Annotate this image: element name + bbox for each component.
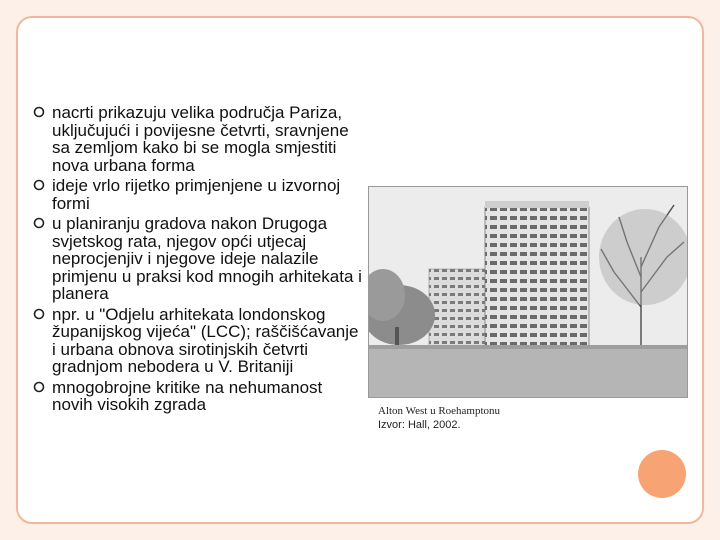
caption-source: Izvor: Hall, 2002. bbox=[378, 419, 461, 431]
bullet-item bbox=[32, 306, 362, 376]
bullet-text: npr. u "Odjelu arhitekata londonskog županijskog vijeća" (LCC); raščišćavanje i urbana obnova sirotinjskih četvrti gradnjom nebodera u V. Britaniji bbox=[52, 304, 359, 376]
photo-caption bbox=[378, 404, 500, 432]
bullet-text: mnogobrojne kritike na nehumanost novih visokih zgrada bbox=[52, 377, 323, 414]
hollow-circle-bullet-icon bbox=[33, 179, 45, 191]
bullet-item bbox=[32, 215, 362, 303]
decorative-circle bbox=[638, 450, 686, 498]
bullet-item bbox=[32, 104, 362, 174]
caption-title: Alton West u Roehamptonu bbox=[378, 405, 501, 417]
hollow-circle-bullet-icon bbox=[33, 381, 45, 393]
bullet-text: u planiranju gradova nakon Drugoga svjetskog rata, njegov opći utjecaj neprocjenjiv i njegove ideje nalazile primjenu u praksi kod mnogih arhitekata i planera bbox=[52, 214, 362, 303]
hollow-circle-bullet-icon bbox=[33, 106, 45, 118]
bullet-item bbox=[32, 379, 362, 414]
high-rise-buildings-illustration bbox=[369, 187, 688, 398]
bullet-list bbox=[32, 104, 362, 417]
hollow-circle-bullet-icon bbox=[33, 217, 45, 229]
bullet-item bbox=[32, 177, 362, 212]
building-photo bbox=[368, 186, 688, 398]
bullet-text: nacrti prikazuju velika područja Pariza, uključujući i povijesne četvrti, sravnjene sa zemljom kako bi se mogla smjestiti nova urbana forma bbox=[52, 103, 349, 175]
bullet-text: ideje vrlo rijetko primjenjene u izvornoj formi bbox=[52, 176, 341, 213]
hollow-circle-bullet-icon bbox=[33, 308, 45, 320]
